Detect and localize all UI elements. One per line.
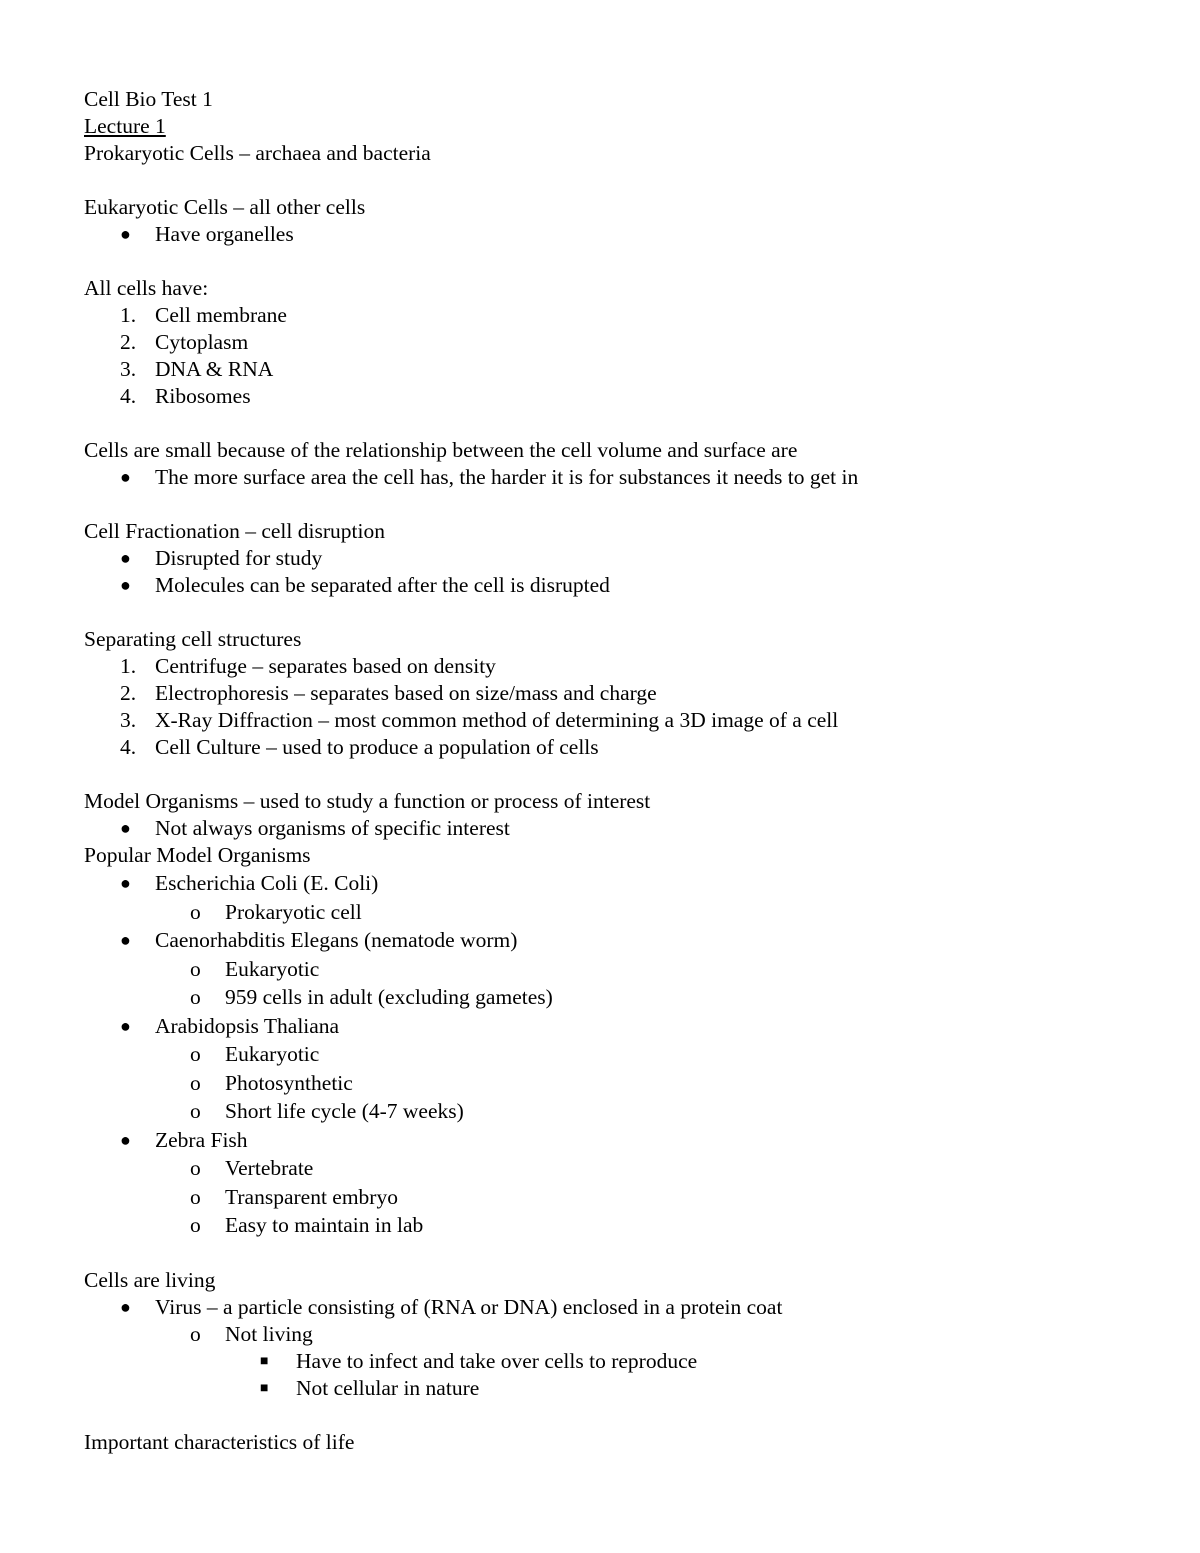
- organism-note-text: Vertebrate: [225, 1156, 314, 1180]
- bullet-icon: ●: [120, 1015, 131, 1036]
- small-heading: Cells are small because of the relationship between the cell volume and surface are: [84, 438, 798, 462]
- list-item: [84, 464, 1124, 491]
- list-number: 1.: [120, 303, 137, 327]
- bullet-icon: ●: [120, 1129, 131, 1150]
- organism-note: [84, 898, 1124, 927]
- list-item: [84, 734, 1124, 761]
- list-item-text: Not always organisms of specific interest: [155, 816, 510, 840]
- not-living-text: Not living: [225, 1321, 313, 1346]
- circle-bullet-icon: o: [190, 899, 201, 924]
- list-item: [84, 680, 1124, 707]
- organism-note-text: Easy to maintain in lab: [225, 1213, 424, 1237]
- blank-line: [84, 410, 1124, 437]
- organism-note-text: Transparent embryo: [225, 1184, 398, 1209]
- organism-note: [84, 955, 1124, 984]
- blank-line: [84, 248, 1124, 275]
- list-item-text: Cytoplasm: [155, 330, 249, 354]
- circle-bullet-icon: o: [190, 985, 201, 1009]
- organism-name: Arabidopsis Thaliana: [155, 1013, 340, 1038]
- list-item-text: Cell Culture – used to produce a population of cells: [155, 735, 599, 759]
- list-item-text: Centrifuge – separates based on density: [155, 654, 496, 678]
- bullet-icon: ●: [120, 575, 131, 595]
- list-item-text: The more surface area the cell has, the harder it is for substances it needs to get in: [155, 465, 859, 489]
- bullet-icon: ●: [120, 930, 131, 950]
- list-item: [84, 653, 1124, 680]
- list-item-text: Electrophoresis – separates based on size/mass and charge: [155, 681, 657, 705]
- list-item-text: Disrupted for study: [155, 546, 323, 570]
- reason-text: Have to infect and take over cells to reproduce: [296, 1348, 698, 1373]
- lecture-heading: Lecture 1: [84, 114, 166, 138]
- list-number: 4.: [120, 735, 137, 759]
- organism-item: [84, 1012, 1124, 1041]
- list-item-text: X-Ray Diffraction – most common method of determining a 3D image of a cell: [155, 708, 839, 732]
- organism-note-text: Prokaryotic cell: [225, 899, 362, 924]
- list-item: [84, 545, 1124, 572]
- circle-bullet-icon: o: [190, 1184, 201, 1209]
- square-bullet-icon: ■: [260, 1353, 269, 1369]
- list-number: 2.: [120, 330, 137, 354]
- organism-name: Caenorhabditis Elegans (nematode worm): [155, 928, 518, 952]
- organism-item: [84, 926, 1124, 955]
- blank-line: [84, 491, 1124, 518]
- organism-item: [84, 869, 1124, 898]
- circle-bullet-icon: o: [190, 1213, 201, 1237]
- organism-name: Escherichia Coli (E. Coli): [155, 871, 379, 895]
- organism-name: Zebra Fish: [155, 1127, 248, 1152]
- bullet-icon: ●: [120, 1296, 131, 1317]
- popular-heading: Popular Model Organisms: [84, 843, 311, 867]
- separating-heading: Separating cell structures: [84, 627, 302, 651]
- circle-bullet-icon: o: [190, 1321, 201, 1346]
- bullet-icon: ●: [120, 467, 131, 487]
- blank-line: [84, 167, 1124, 194]
- list-number: 2.: [120, 681, 137, 705]
- sub-sub-list-item: [84, 1348, 1124, 1375]
- blank-line: [84, 761, 1124, 788]
- list-item-text: Molecules can be separated after the cell is disrupted: [155, 573, 610, 597]
- bullet-icon: ●: [120, 224, 131, 244]
- reason-text: Not cellular in nature: [296, 1375, 480, 1400]
- doc-title: Cell Bio Test 1: [84, 87, 213, 111]
- eukaryotic-heading: Eukaryotic Cells – all other cells: [84, 195, 366, 219]
- organism-note-text: Eukaryotic: [225, 956, 320, 981]
- list-number: 1.: [120, 654, 137, 678]
- circle-bullet-icon: o: [190, 1042, 201, 1066]
- list-item-text: Cell membrane: [155, 303, 287, 327]
- organism-note-text: Short life cycle (4-7 weeks): [225, 1099, 464, 1123]
- list-item-text: DNA & RNA: [155, 357, 274, 381]
- living-heading: Cells are living: [84, 1267, 216, 1292]
- list-item: [84, 221, 1124, 248]
- circle-bullet-icon: o: [190, 1070, 201, 1095]
- organism-note-text: 959 cells in adult (excluding gametes): [225, 985, 553, 1009]
- bullet-icon: ●: [120, 873, 131, 893]
- all-cells-heading: All cells have:: [84, 276, 209, 300]
- organism-note: [84, 1154, 1124, 1183]
- sub-list-item: [84, 1321, 1124, 1348]
- list-item: [84, 302, 1124, 329]
- organism-note-text: Photosynthetic: [225, 1070, 353, 1095]
- list-item: [84, 572, 1124, 599]
- list-item: [84, 815, 1124, 842]
- organism-note-text: Eukaryotic: [225, 1042, 320, 1066]
- prokaryotic-line: Prokaryotic Cells – archaea and bacteria: [84, 141, 431, 165]
- organism-note: [84, 1211, 1124, 1240]
- list-number: 4.: [120, 384, 137, 408]
- list-item: [84, 383, 1124, 410]
- square-bullet-icon: ■: [260, 1380, 269, 1396]
- organism-item: [84, 1126, 1124, 1155]
- circle-bullet-icon: o: [190, 956, 201, 981]
- blank-line: [84, 1402, 1124, 1429]
- list-item-text: Have organelles: [155, 222, 294, 246]
- blank-line: [84, 599, 1124, 626]
- circle-bullet-icon: o: [190, 1099, 201, 1123]
- circle-bullet-icon: o: [190, 1156, 201, 1180]
- bullet-icon: ●: [120, 818, 131, 838]
- list-number: 3.: [120, 357, 137, 381]
- virus-text: Virus – a particle consisting of (RNA or DNA) enclosed in a protein coat: [155, 1294, 783, 1319]
- organism-note: [84, 983, 1124, 1012]
- blank-line: [84, 1240, 1124, 1267]
- bullet-icon: ●: [120, 548, 131, 568]
- organism-note: [84, 1040, 1124, 1069]
- characteristics-heading: Important characteristics of life: [84, 1429, 355, 1454]
- fractionation-heading: Cell Fractionation – cell disruption: [84, 519, 385, 543]
- list-item: [84, 1294, 1124, 1321]
- organism-note: [84, 1097, 1124, 1126]
- list-item: [84, 707, 1124, 734]
- list-item-text: Ribosomes: [155, 384, 251, 408]
- list-item: [84, 356, 1124, 383]
- document-page: [84, 86, 1124, 1456]
- organism-note: [84, 1069, 1124, 1098]
- model-heading: Model Organisms – used to study a function or process of interest: [84, 789, 651, 813]
- organism-note: [84, 1183, 1124, 1212]
- list-item: [84, 329, 1124, 356]
- sub-sub-list-item: [84, 1375, 1124, 1402]
- list-number: 3.: [120, 708, 137, 732]
